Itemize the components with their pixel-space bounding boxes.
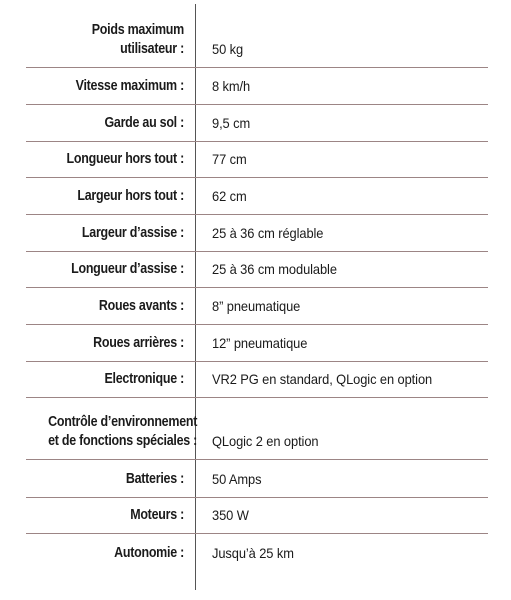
spec-label [48,150,184,169]
spec-value: 12” pneumatique [212,335,308,351]
spec-label-line: Poids maximum [91,22,184,38]
spec-value: 8” pneumatique [212,298,301,314]
spec-label-line: Longueur d’assise : [71,261,184,277]
spec-label-line: Contrôle d’environnement [48,414,198,430]
spec-row-vitesse [26,68,488,105]
spec-row-poids [26,4,488,68]
spec-row-controle [26,398,488,460]
spec-label [48,297,184,316]
spec-label [48,187,184,206]
spec-label-line: Longueur hors tout : [66,151,184,167]
spec-table [26,4,488,571]
spec-label-line: et de fonctions spéciales : [48,433,198,449]
spec-row-garde [26,105,488,142]
spec-value: 62 cm [212,188,247,204]
spec-row-longueur-hors-tout [26,142,488,178]
spec-row-moteurs [26,498,488,534]
spec-value: 50 kg [212,41,244,57]
spec-label [48,370,184,389]
spec-label [48,470,184,489]
spec-label [48,544,184,563]
spec-value: 77 cm [212,151,247,167]
spec-label-line: utilisateur : [120,41,184,57]
spec-label [48,260,184,279]
spec-row-electronique [26,362,488,398]
spec-label-line: Largeur hors tout : [77,188,184,204]
spec-value: 9,5 cm [212,115,251,131]
spec-label-line: Vitesse maximum : [75,78,184,94]
spec-row-autonomie [26,534,488,571]
spec-label-line: Batteries : [125,471,184,487]
spec-row-longueur-assise [26,252,488,288]
spec-label [48,21,184,59]
spec-label [48,114,184,133]
spec-label-line: Autonomie : [114,545,184,561]
spec-label-line: Electronique : [104,371,184,387]
spec-label-line: Moteurs : [130,507,184,523]
spec-value: VR2 PG en standard, QLogic en option [212,371,433,387]
spec-label-line: Roues avants : [98,298,184,314]
spec-value: 8 km/h [212,78,251,94]
spec-row-batteries [26,460,488,498]
spec-value: QLogic 2 en option [212,433,319,449]
spec-row-largeur-hors-tout [26,178,488,215]
spec-label [48,224,184,243]
spec-label [48,413,198,451]
spec-label [48,334,184,353]
spec-value: 25 à 36 cm modulable [212,261,337,277]
spec-value: Jusqu’à 25 km [212,545,294,561]
spec-value: 50 Amps [212,471,262,487]
spec-label-line: Largeur d’assise : [81,225,184,241]
spec-value: 350 W [212,507,249,523]
spec-label-line: Roues arrières : [93,335,184,351]
spec-value: 25 à 36 cm réglable [212,225,324,241]
spec-row-roues-avants [26,288,488,325]
spec-row-roues-arrieres [26,325,488,362]
spec-label [48,506,184,525]
spec-row-largeur-assise [26,215,488,252]
spec-label [48,77,184,96]
spec-label-line: Garde au sol : [104,115,184,131]
